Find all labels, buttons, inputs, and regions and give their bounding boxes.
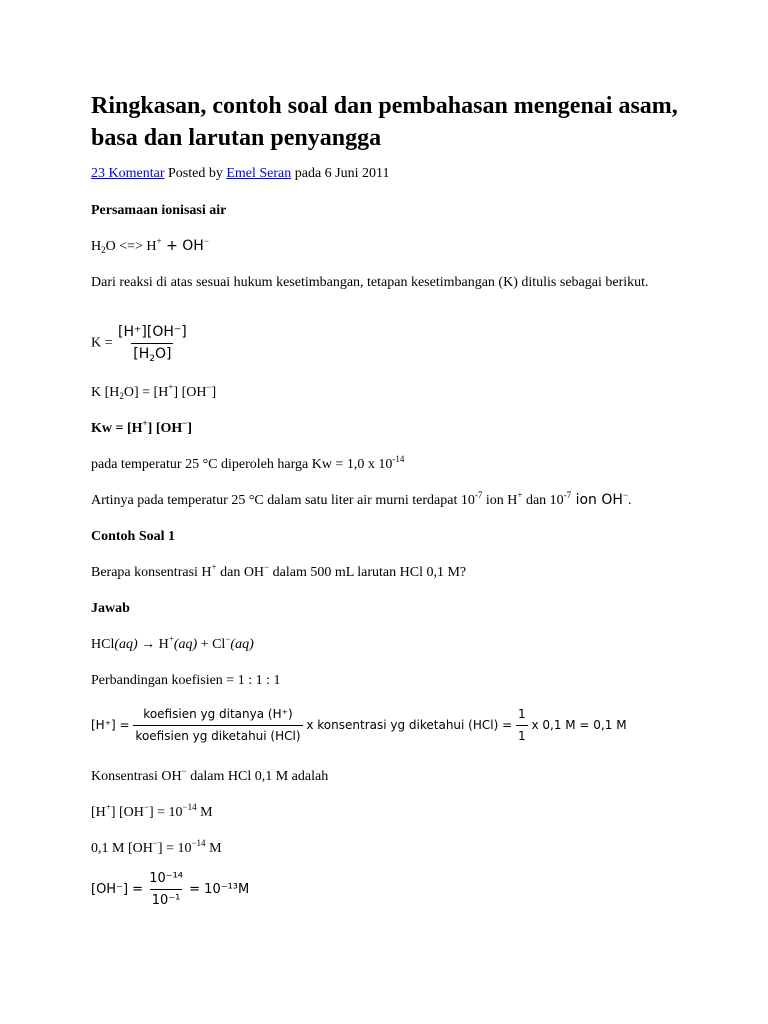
equilibrium-description: Dari reaksi di atas sesuai hukum kesetimbangan, tetapan kesetimbangan (K) ditulis sebagai berikut. xyxy=(91,275,649,290)
section-heading-ionisasi: Persamaan ionisasi air xyxy=(91,203,227,218)
contoh-soal-heading: Contoh Soal 1 xyxy=(91,529,176,544)
conc-rhs: x 0,1 M = 0,1 M xyxy=(531,718,627,732)
page-title: Ringkasan, contoh soal dan pembahasan mengenai asam, basa dan larutan penyangga xyxy=(91,93,678,151)
concentration-equation xyxy=(91,706,627,745)
oh-lhs: [OH⁻] = xyxy=(91,882,144,897)
water-ionization-equation: $H_2O$ <=> H+ + OH− xyxy=(91,236,209,255)
kw-temperature-text: pada temperatur 25 °C diperoleh harga Kw = 1,0 x $10^{-14}$ xyxy=(91,454,405,472)
conc-middle: x konsentrasi yg diketahui (HCl) = xyxy=(306,718,513,732)
one-fraction xyxy=(516,706,528,745)
k-lhs: K = xyxy=(91,335,113,351)
one-denominator: 1 xyxy=(516,725,528,745)
coef-fraction xyxy=(133,706,302,745)
hcl-reaction: HCl(aq) → H+(aq) + Cl−(aq) xyxy=(91,634,254,652)
k-h2o-equation: K $[H_2O] = [H^+]$ [OH−] xyxy=(91,382,217,401)
soal-question: Berapa konsentrasi H+ dan OH− dalam 500 mL larutan HCl 0,1 M? xyxy=(91,562,467,580)
oh-substitution-line: 0,1 M $[OH^-] = 10^{-14}$ M xyxy=(91,838,222,856)
oh-rhs: = 10⁻¹³M xyxy=(189,882,250,897)
author-link[interactable]: Emel Seran xyxy=(226,166,292,181)
oh-numerator: 10⁻¹⁴ xyxy=(149,871,184,886)
k-fraction xyxy=(116,324,189,363)
k-denominator: $[H_2O]$ xyxy=(131,343,173,363)
oh-result-equation xyxy=(91,870,249,909)
kw-product-line: [H+] $[OH^-] = 10^{-14}$ M xyxy=(91,802,213,820)
coef-numerator: koefisien yg ditanya (H⁺) xyxy=(143,707,293,721)
kw-equation: Kw = [H+] [OH−] xyxy=(91,418,193,436)
posted-by-text: Posted by xyxy=(167,166,223,181)
post-date: pada 6 Juni 2011 xyxy=(294,166,390,181)
konsentrasi-oh-text: Konsentrasi OH− dalam HCl 0,1 M adalah xyxy=(91,766,329,784)
k-numerator: [H⁺][OH⁻] xyxy=(118,324,187,340)
post-meta xyxy=(91,165,390,182)
oh-denominator: 10⁻¹ xyxy=(150,889,183,909)
pure-water-ion-text: Artinya pada temperatur 25 °C dalam satu liter air murni terdapat $10^{-7}$ ion H+ dan $10^{-7}$ ion OH−. xyxy=(91,490,632,508)
conc-lhs: [H⁺] = xyxy=(91,718,130,732)
coef-denominator: koefisien yg diketahui (HCl) xyxy=(133,725,302,745)
k-equation xyxy=(91,324,189,363)
oh-fraction xyxy=(147,870,185,909)
jawab-heading: Jawab xyxy=(91,601,130,616)
one-numerator: 1 xyxy=(517,707,526,721)
perbandingan-koefisien: Perbandingan koefisien = 1 : 1 : 1 xyxy=(91,673,281,688)
comments-link[interactable]: 23 Komentar xyxy=(91,166,165,181)
